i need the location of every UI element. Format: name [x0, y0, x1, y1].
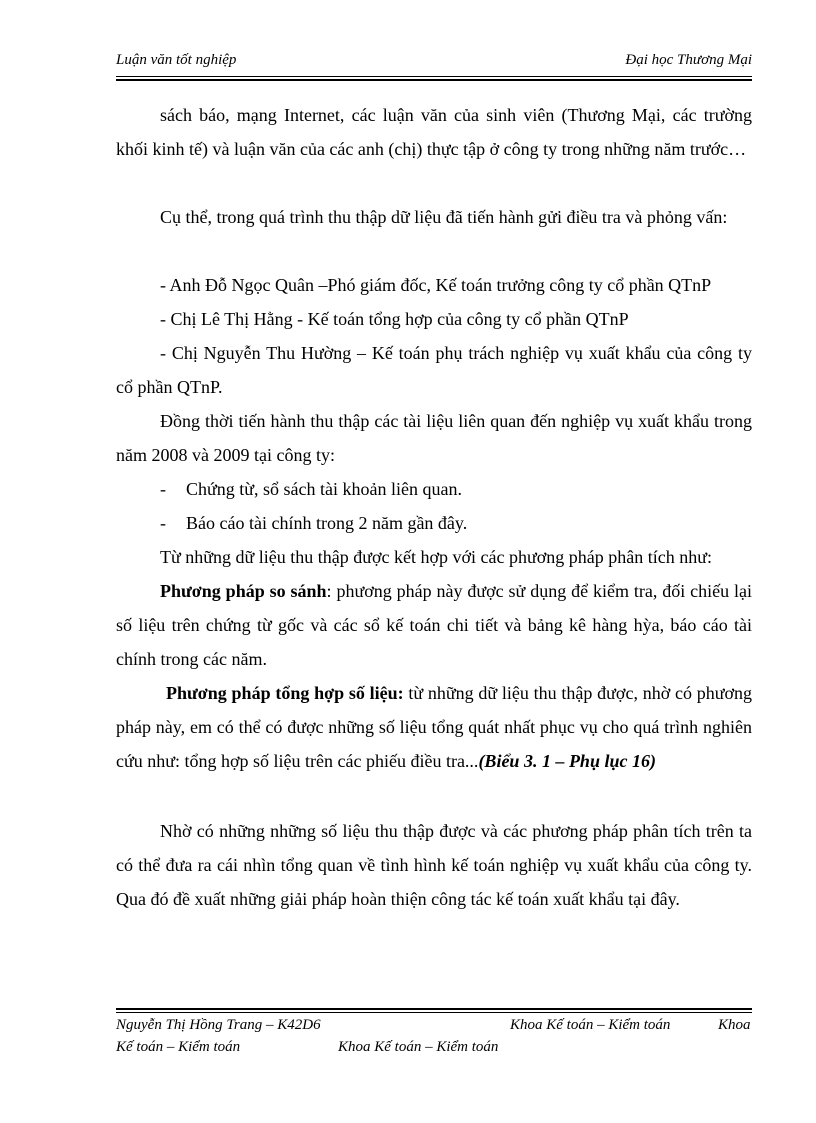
footer-rule-thick [116, 1008, 752, 1010]
paragraph-sources: sách báo, mạng Internet, các luận văn của sinh viên (Thương Mại, các trường khối kinh tế) và luận văn của các anh (chị) thực tập ở công ty trong những năm trước… [116, 105, 752, 159]
footer-department: Khoa Kế toán – Kiểm toán [338, 1039, 499, 1055]
method-heading-synthesis: Phương pháp tổng hợp số liệu: [166, 683, 404, 703]
paragraph-methods-intro: Từ những dữ liệu thu thập được kết hợp với các phương pháp phân tích như: [160, 547, 713, 567]
header-rule [116, 76, 752, 77]
footer-department: Kế toán – Kiểm toán [116, 1039, 241, 1055]
footer-author: Nguyễn Thị Hồng Trang – K42D6 [116, 1017, 321, 1033]
paragraph-documents: Đồng thời tiến hành thu thập các tài liệu liên quan đến nghiệp vụ xuất khẩu trong năm 2008 và 2009 tại công ty: [116, 411, 752, 465]
paragraph-interviewee-1: - Anh Đỗ Ngọc Quân –Phó giám đốc, Kế toán trưởng công ty cổ phần QTnP [160, 275, 712, 295]
header-thesis-label: Luận văn tốt nghiệp [116, 52, 237, 68]
list-marker: - [160, 513, 166, 533]
list-marker: - [160, 479, 166, 499]
list-item-text: Chứng từ, sổ sách tài khoản liên quan. [186, 479, 462, 499]
method-text-synthesis: từ những dữ liệu thu thập được, nhờ có phương pháp này, em có thể có được những số liệu tổng quát nhất phục vụ cho quá trình nghiên cứu như: tổng hợp số liệu trên các phiếu điều tra... [116, 683, 753, 771]
method-text-comparison: : phương pháp này được sử dụng để kiểm tra, đối chiếu lại số liệu trên chứng từ gốc và các sổ kế toán chi tiết và bảng kê hàng hỳa, báo cáo tài chính trong các năm. [116, 581, 752, 669]
paragraph-interviewee-2: - Chị Lê Thị Hằng - Kế toán tổng hợp của công ty cổ phần QTnP [160, 309, 629, 329]
paragraph-conclusion: Nhờ có những những số liệu thu thập được và các phương pháp phân tích trên ta có thể đưa ra cái nhìn tổng quan về tình hình kế toán nghiệp vụ xuất khẩu của công ty. Qua đó đề xuất những giải pháp hoàn thiện công tác kế toán xuất khẩu tại đây. [116, 821, 752, 909]
paragraph-interviewee-3: - Chị Nguyễn Thu Hường – Kế toán phụ trách nghiệp vụ xuất khẩu của công ty cổ phần QTnP. [116, 343, 752, 397]
header-university: Đại học Thương Mại [625, 52, 752, 68]
footer-department: Khoa Kế toán – Kiểm toán [510, 1017, 671, 1033]
footer-department: Khoa [718, 1017, 751, 1033]
page-header [116, 52, 752, 76]
header-rule-thick [116, 79, 752, 81]
paragraph-synthesis-method [116, 676, 752, 778]
paragraph-comparison-method [116, 574, 752, 676]
appendix-reference: (Biểu 3. 1 – Phụ lục 16) [478, 751, 656, 771]
method-heading-comparison: Phương pháp so sánh [160, 581, 327, 601]
paragraph-survey-intro: Cụ thể, trong quá trình thu thập dữ liệu đã tiến hành gửi điều tra và phỏng vấn: [160, 207, 728, 227]
list-item-text: Báo cáo tài chính trong 2 năm gần đây. [186, 513, 468, 533]
footer-rule [116, 1012, 752, 1013]
